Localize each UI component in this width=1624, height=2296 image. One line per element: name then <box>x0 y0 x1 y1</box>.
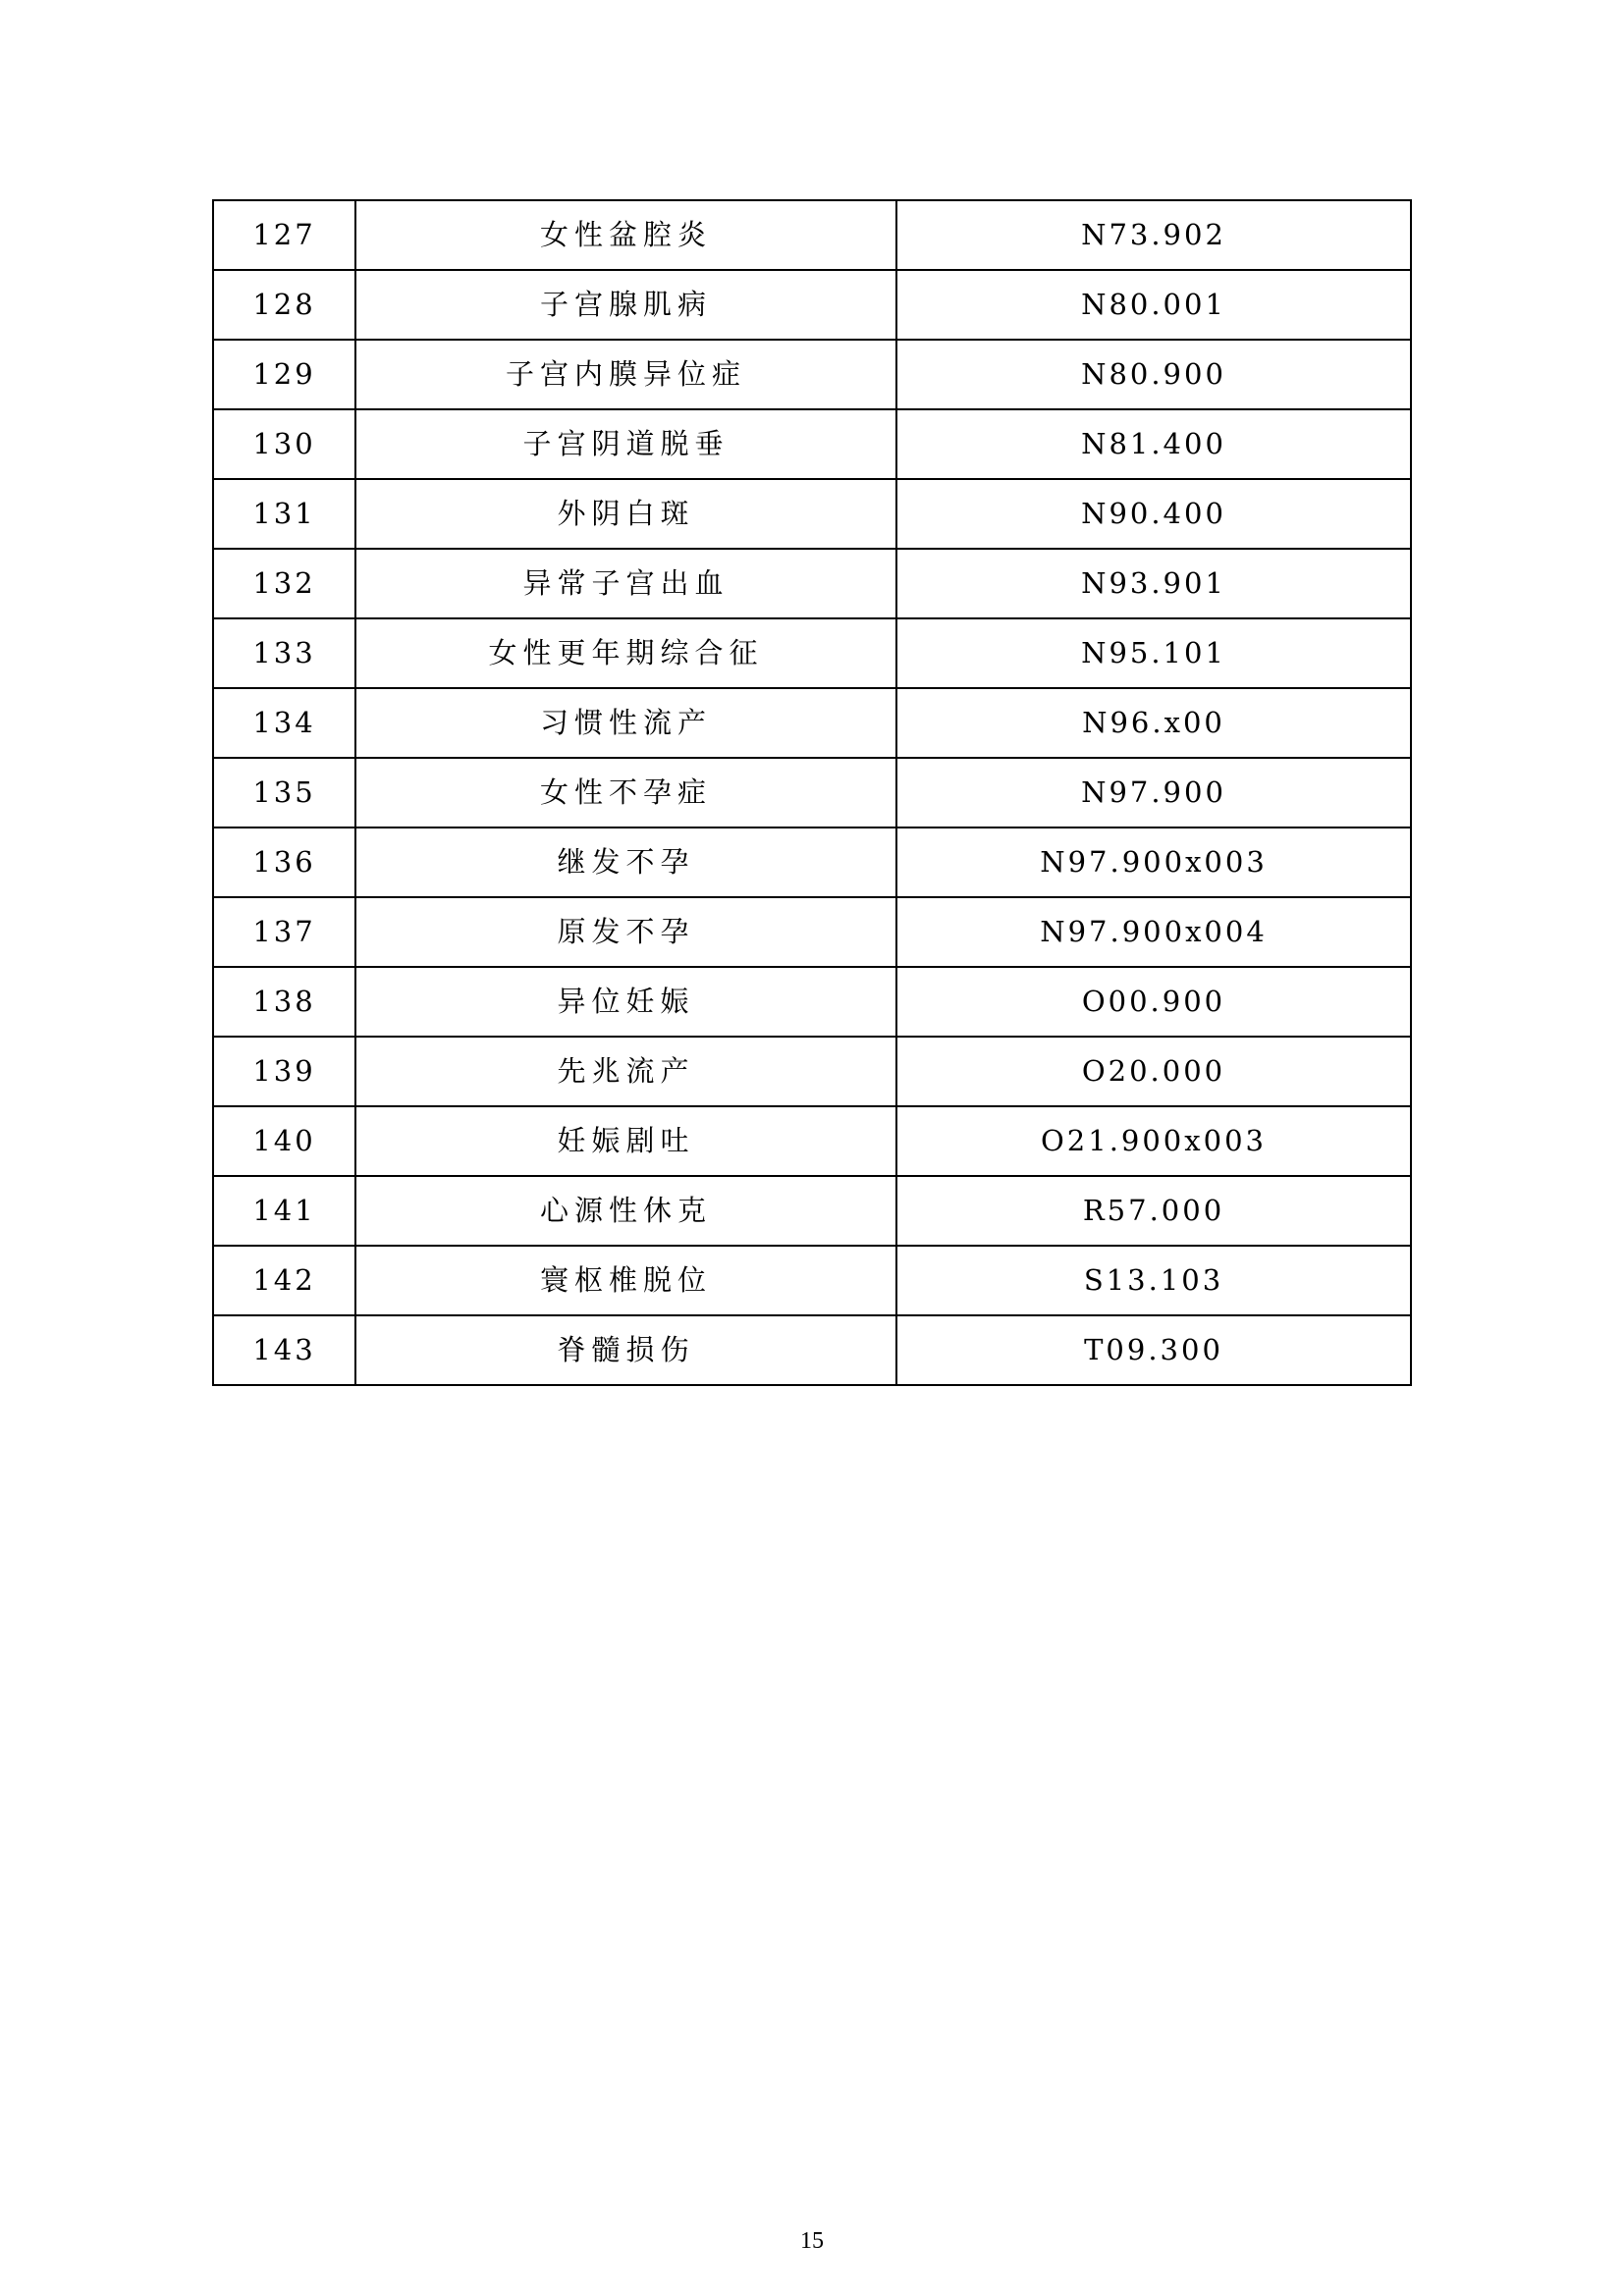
disease-name: 习惯性流产 <box>355 688 896 758</box>
disease-name: 原发不孕 <box>355 897 896 967</box>
disease-code: N95.101 <box>896 618 1411 688</box>
disease-name: 先兆流产 <box>355 1037 896 1106</box>
disease-name: 子宫阴道脱垂 <box>355 409 896 479</box>
disease-name: 心源性休克 <box>355 1176 896 1246</box>
disease-name: 异位妊娠 <box>355 967 896 1037</box>
disease-name: 妊娠剧吐 <box>355 1106 896 1176</box>
row-number: 133 <box>213 618 355 688</box>
disease-name: 外阴白斑 <box>355 479 896 549</box>
disease-name: 继发不孕 <box>355 828 896 897</box>
disease-name: 子宫腺肌病 <box>355 270 896 340</box>
table-row <box>213 549 1411 618</box>
row-number: 141 <box>213 1176 355 1246</box>
table-row <box>213 618 1411 688</box>
disease-name: 寰枢椎脱位 <box>355 1246 896 1315</box>
disease-code: N80.001 <box>896 270 1411 340</box>
disease-code: O21.900x003 <box>896 1106 1411 1176</box>
row-number: 132 <box>213 549 355 618</box>
row-number: 127 <box>213 200 355 270</box>
table-row <box>213 1315 1411 1385</box>
table-row <box>213 967 1411 1037</box>
row-number: 137 <box>213 897 355 967</box>
table-row <box>213 270 1411 340</box>
row-number: 140 <box>213 1106 355 1176</box>
table-row <box>213 1176 1411 1246</box>
disease-code: N96.x00 <box>896 688 1411 758</box>
disease-code: N97.900x004 <box>896 897 1411 967</box>
disease-code: T09.300 <box>896 1315 1411 1385</box>
table-row <box>213 1246 1411 1315</box>
disease-code: N81.400 <box>896 409 1411 479</box>
row-number: 128 <box>213 270 355 340</box>
disease-code: R57.000 <box>896 1176 1411 1246</box>
disease-code: N80.900 <box>896 340 1411 409</box>
disease-name: 异常子宫出血 <box>355 549 896 618</box>
disease-code: N90.400 <box>896 479 1411 549</box>
row-number: 131 <box>213 479 355 549</box>
table-row <box>213 897 1411 967</box>
table-row <box>213 409 1411 479</box>
disease-code: N93.901 <box>896 549 1411 618</box>
table-row <box>213 688 1411 758</box>
row-number: 129 <box>213 340 355 409</box>
table-row <box>213 1037 1411 1106</box>
disease-name: 女性更年期综合征 <box>355 618 896 688</box>
disease-name: 脊髓损伤 <box>355 1315 896 1385</box>
table-row <box>213 758 1411 828</box>
row-number: 130 <box>213 409 355 479</box>
disease-code: O20.000 <box>896 1037 1411 1106</box>
table-row <box>213 479 1411 549</box>
disease-code: N97.900 <box>896 758 1411 828</box>
disease-code: S13.103 <box>896 1246 1411 1315</box>
disease-code-table <box>212 199 1412 1386</box>
row-number: 138 <box>213 967 355 1037</box>
table-row <box>213 828 1411 897</box>
row-number: 143 <box>213 1315 355 1385</box>
row-number: 135 <box>213 758 355 828</box>
disease-code: O00.900 <box>896 967 1411 1037</box>
table-row <box>213 340 1411 409</box>
page-number: 15 <box>800 2228 824 2254</box>
disease-code: N73.902 <box>896 200 1411 270</box>
table-row <box>213 200 1411 270</box>
disease-name: 女性不孕症 <box>355 758 896 828</box>
disease-code: N97.900x003 <box>896 828 1411 897</box>
disease-name: 子宫内膜异位症 <box>355 340 896 409</box>
row-number: 139 <box>213 1037 355 1106</box>
row-number: 136 <box>213 828 355 897</box>
row-number: 142 <box>213 1246 355 1315</box>
table-row <box>213 1106 1411 1176</box>
disease-name: 女性盆腔炎 <box>355 200 896 270</box>
row-number: 134 <box>213 688 355 758</box>
